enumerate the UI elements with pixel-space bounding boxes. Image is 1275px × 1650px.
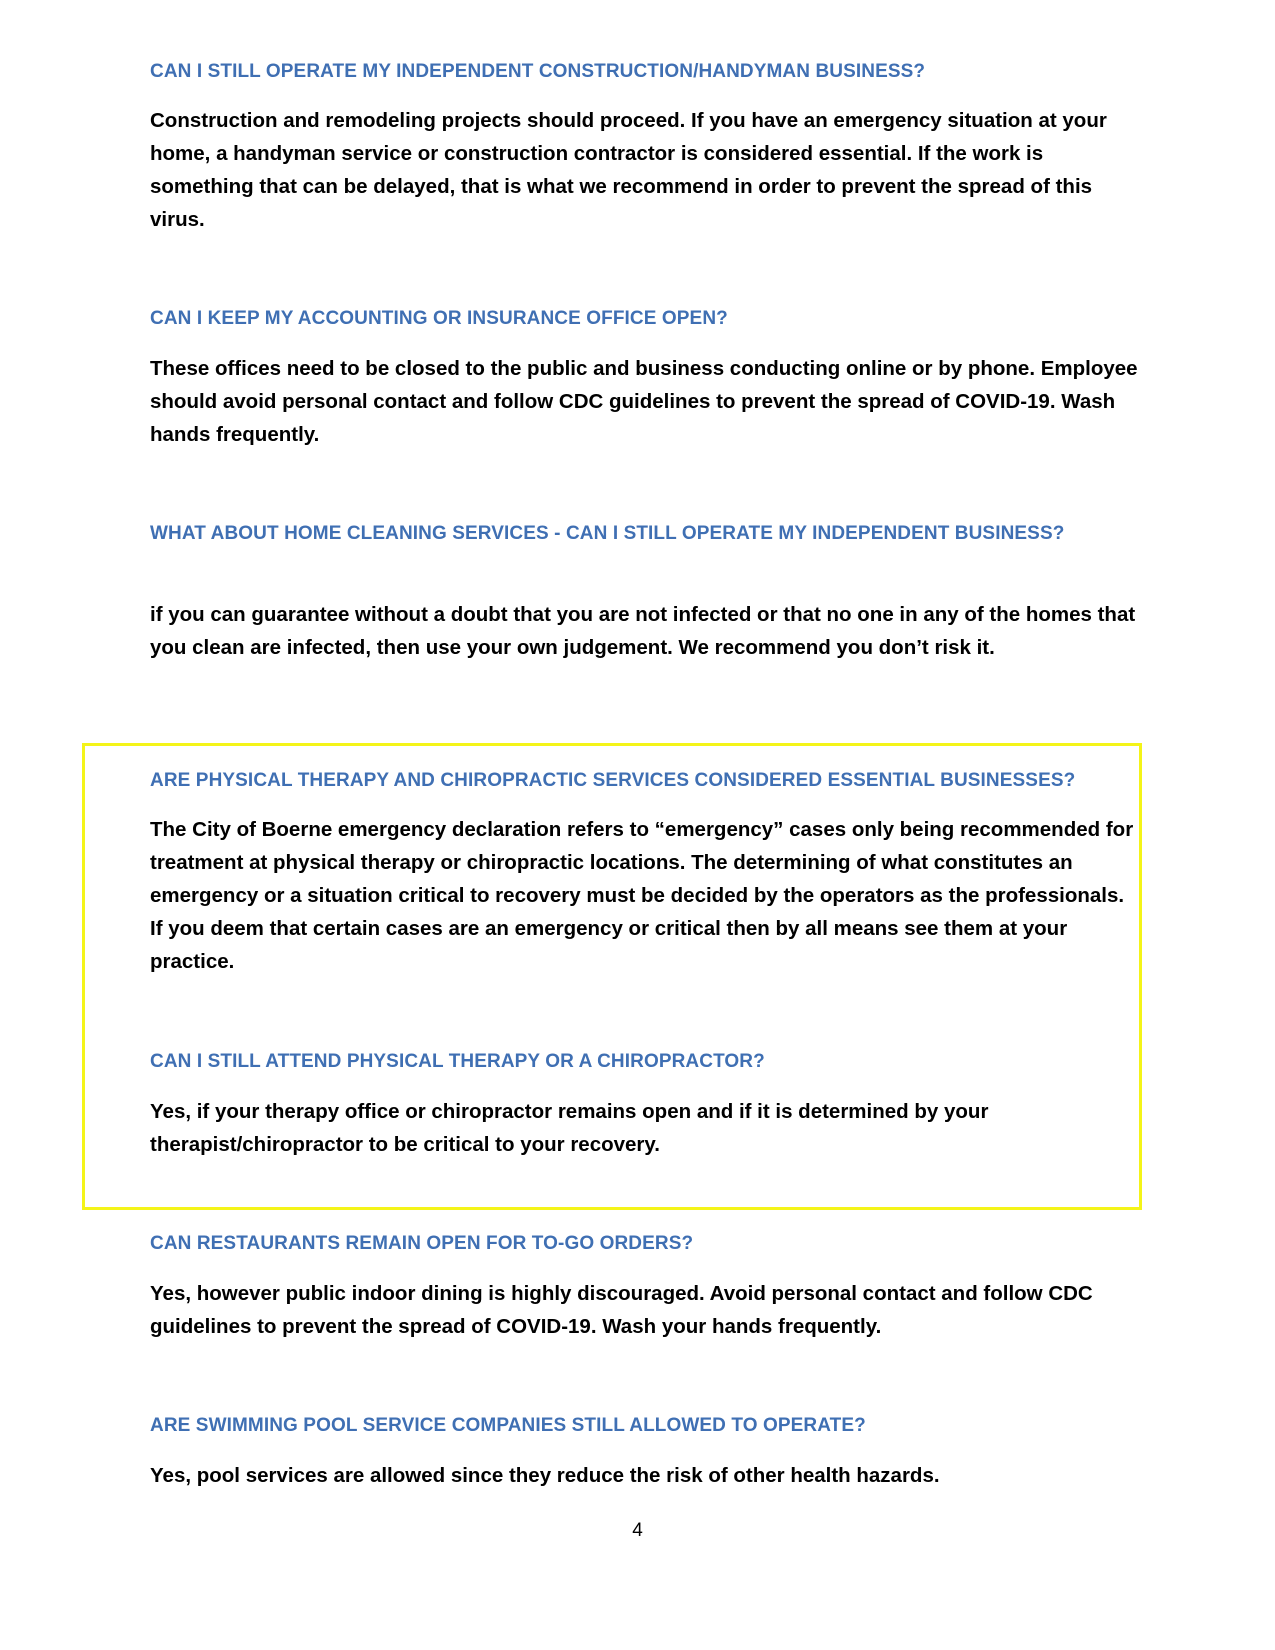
faq-question: CAN RESTAURANTS REMAIN OPEN FOR TO-GO ORDERS? (150, 1233, 694, 1254)
faq-answer: Construction and remodeling projects should proceed. If you have an emergency situation at your home, a handyman service or construction contractor is considered essential. If the work is something that can be delayed, that is what we recommend in order to prevent the spread of this virus. (150, 109, 1107, 231)
faq-answer: if you can guarantee without a doubt that you are not infected or that no one in any of the homes that you clean are infected, then use your own judgement. We recommend you don’t risk it. (150, 603, 1136, 659)
faq-answer: The City of Boerne emergency declaration refers to “emergency” cases only being recommended for treatment at physical therapy or chiropractic locations. The determining of what constitutes an emergency or a situation critical to recovery must be decided by the operators as the professionals. If you deem that certain cases are an emergency or critical then by all means see them at your practice. (150, 818, 1134, 973)
faq-answer: Yes, if your therapy office or chiropractor remains open and if it is determined by your therapist/chiropractor to be critical to your recovery. (150, 1100, 989, 1156)
page-number: 4 (632, 1520, 643, 1541)
faq-question: CAN I STILL OPERATE MY INDEPENDENT CONSTRUCTION/HANDYMAN BUSINESS? (150, 61, 926, 82)
faq-answer: Yes, pool services are allowed since they reduce the risk of other health hazards. (150, 1464, 940, 1487)
faq-question: CAN I STILL ATTEND PHYSICAL THERAPY OR A CHIROPRACTOR? (150, 1051, 765, 1072)
faq-answer: These offices need to be closed to the public and business conducting online or by phone. Employee should avoid personal contact and follow CDC guidelines to prevent the spread of COVID-19. Wash hands frequently. (150, 357, 1138, 446)
faq-question: WHAT ABOUT HOME CLEANING SERVICES - CAN I STILL OPERATE MY INDEPENDENT BUSINESS? (150, 523, 1065, 544)
faq-question: ARE PHYSICAL THERAPY AND CHIROPRACTIC SERVICES CONSIDERED ESSENTIAL BUSINESSES? (150, 770, 1076, 791)
faq-answer: Yes, however public indoor dining is highly discouraged. Avoid personal contact and follow CDC guidelines to prevent the spread of COVID-19. Wash your hands frequently. (150, 1282, 1093, 1338)
faq-question: CAN I KEEP MY ACCOUNTING OR INSURANCE OFFICE OPEN? (150, 308, 728, 329)
faq-question: ARE SWIMMING POOL SERVICE COMPANIES STILL ALLOWED TO OPERATE? (150, 1415, 866, 1436)
